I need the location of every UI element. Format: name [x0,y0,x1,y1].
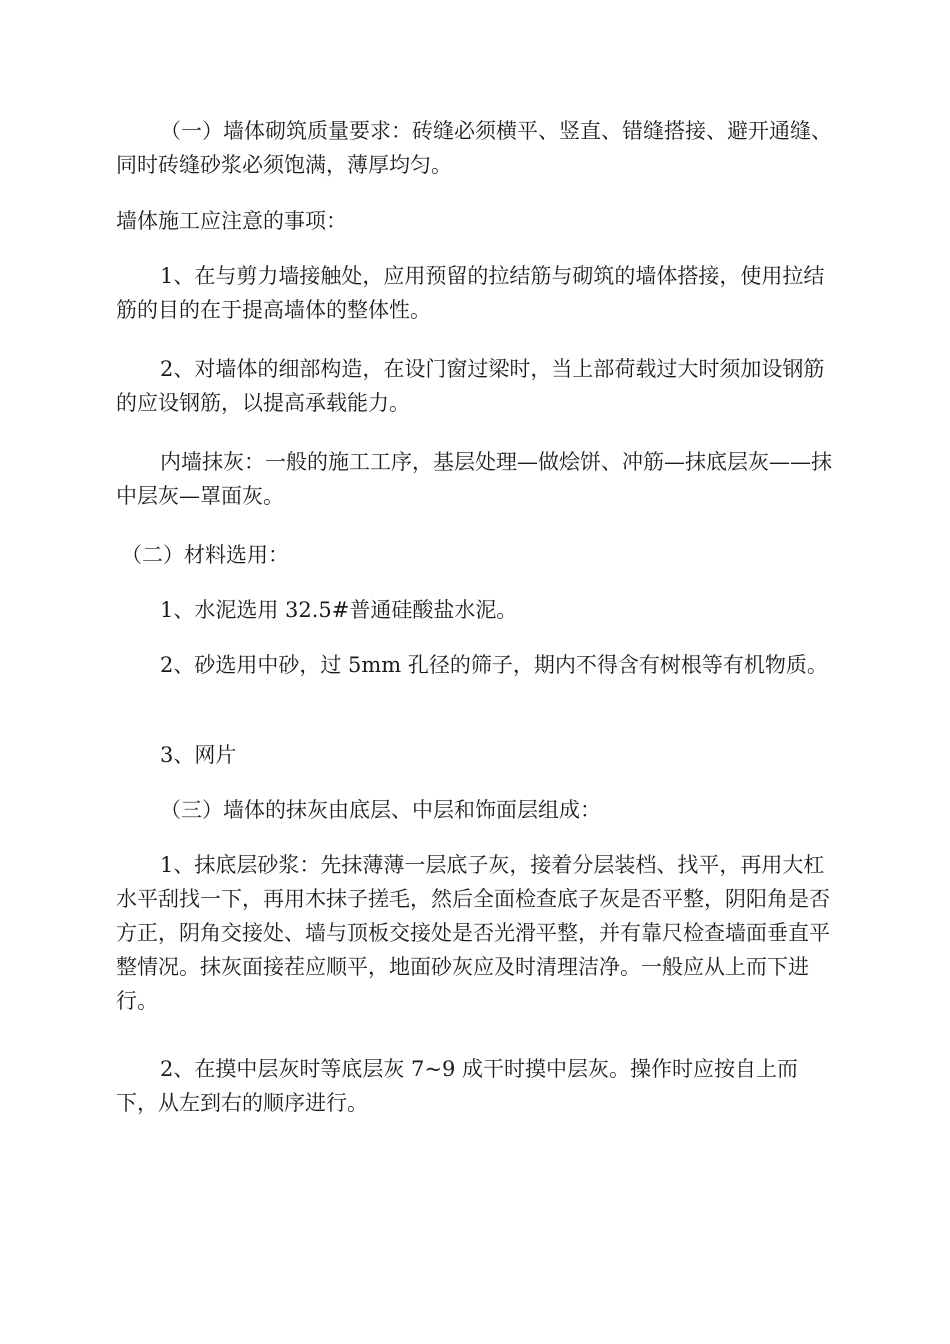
paragraph-plaster-step-1: 1、抹底层砂浆：先抹薄薄一层底子灰，接着分层装档、找平，再用大杠水平刮找一下，再用木抹子搓毛，然后全面检查底子灰是否平整，阴阳角是否方正，阴角交接处、墙与顶板交接处是否光滑平整，并有靠尺检查墙面垂直平整情况。抹灰面接茬应顺平，地面砂灰应及时清理洁净。一般应从上而下进行。 [116,853,830,1013]
paragraph-note-1: 1、在与剪力墙接触处，应用预留的拉结筋与砌筑的墙体搭接，使用拉结筋的目的在于提高墙体的整体性。 [116,264,825,322]
paragraph-section-three: （三）墙体的抹灰由底层、中层和饰面层组成： [160,798,601,822]
paragraph-note-2: 2、对墙体的细部构造，在设门窗过梁时，当上部荷载过大时须加设钢筋的应设钢筋，以提高承载能力。 [116,357,825,415]
paragraph-plaster-step-2: 2、在摸中层灰时等底层灰 7~9 成干时摸中层灰。操作时应按自上而下，从左到右的顺序进行。 [116,1057,799,1115]
paragraph-section-one: （一）墙体砌筑质量要求：砖缝必须横平、竖直、错缝搭接、避开通缝、同时砖缝砂浆必须饱满，薄厚均匀。 [116,119,832,177]
paragraph-section-two: （二）材料选用： [121,543,289,567]
paragraph-material-2: 2、砂选用中砂，过 5mm 孔径的筛子，期内不得含有树根等有机物质。 [160,653,828,677]
paragraph-material-3: 3、网片 [160,743,237,767]
paragraph-material-1: 1、水泥选用 32.5#普通硅酸盐水泥。 [160,598,518,622]
paragraph-wall-notes-heading: 墙体施工应注意的事项： [116,209,347,233]
paragraph-interior-plaster: 内墙抹灰：一般的施工工序，基层处理—做烩饼、冲筋—抹底层灰——抹中层灰—罩面灰。 [116,450,832,508]
